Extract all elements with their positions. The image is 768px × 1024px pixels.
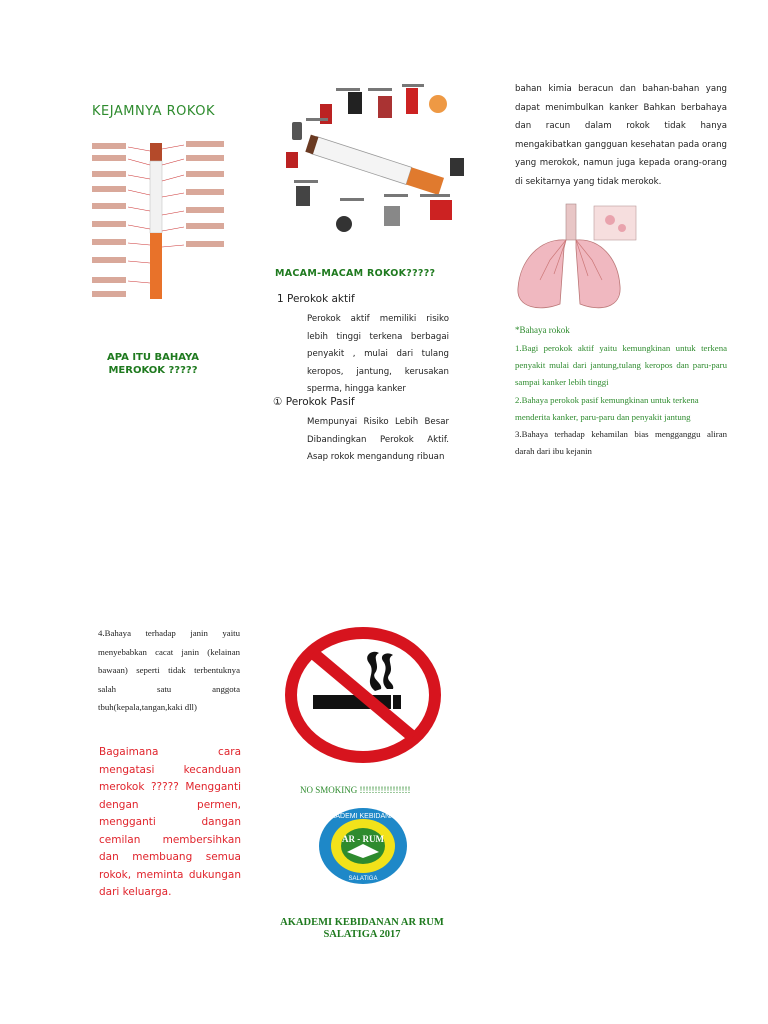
bahaya-item-1: 1.Bagi perokok aktif yaitu kemungkinan untuk terkena penyakit mulai dari jantung,tulang keropos dan paru-paru sampai kanker lebih tinggi [515,343,727,387]
cigarette-tip [150,143,162,161]
lungs-illustration [510,200,640,318]
list-item-perokok-aktif-body: Perokok aktif memiliki risiko lebih tinggi terkena berbagai penyakit , mulai dari tulang keropos, jantung, kerusakan sperma, hingga kanker [307,314,449,394]
paragraph-bahan-kimia: bahan kimia beracun dan bahan-bahan yang dapat menimbulkan kanker Bahkan berbahaya dan racun dalam rokok tidak hanya mengakibatkan gangguan kesehatan pada orang yang merokok, namun juga kepada orang-orang di sekitarnya yang tidak merokok. [515,84,727,187]
institution-name: AKADEMI KEBIDANAN AR RUM SALATIGA 2017 [280,917,444,940]
section-heading-macam-rokok: MACAM-MACAM ROKOK????? [275,268,436,279]
logo-top-text: AKADEMI KEBIDANAN [326,813,400,820]
logo-bottom-text: SALATIGA [348,876,378,882]
trachea [566,204,576,240]
bahaya-item-4: 4.Bahaya terhadap janin yaitu menyebabkan cacat janin (kelainan bawaan) seperti tidak terbentuknya salah satu anggota tbuh(kepala,tangan,kaki dll) [98,628,240,712]
no-smoking-label: NO SMOKING !!!!!!!!!!!!!!!!! [300,785,411,795]
no-smoking-sign [283,625,443,765]
cara-mengatasi-paragraph: Bagaimana cara mengatasi kecanduan merokok ????? Mengganti dengan permen, mengganti dangan cemilan membersihkan dan membuang semua rokok, meminta dukungan dari keluarga. [99,746,241,898]
bahaya-rokok-heading: *Bahaya rokok [515,325,570,335]
cigarette-paper [150,161,162,233]
list-item-perokok-pasif-body: Mempunyai Risiko Lebih Besar Dibandingkan Perokok Aktif. Asap rokok mengandung ribuan [307,417,449,462]
left-lung [518,240,566,308]
akbid-logo [317,806,409,886]
list-item-perokok-aktif-title: 1 Perokok aktif [277,293,355,305]
right-lung [576,240,620,308]
bahaya-item-2: 2.Bahaya perokok pasif kemungkinan untuk terkena menderita kanker, paru-paru dan penyakit jantung [515,395,699,422]
cigarette-filter [150,233,162,299]
section-heading-apa-itu: APA ITU BAHAYA MEROKOK ????? [106,352,200,376]
cigarette-filter [406,167,444,195]
cigarette-toxins-illustration [280,82,470,242]
lung-detail-inset [594,206,636,240]
logo-inner-text: AR - RUM [342,834,384,844]
cigarette-body [311,136,412,184]
bahaya-item-3: 3.Bahaya terhadap kehamilan bias mengganggu aliran darah dari ibu kejanin [515,429,727,456]
list-item-perokok-pasif-title: ① Perokok Pasif [273,396,355,408]
brochure-title: KEJAMNYA ROKOK [92,104,215,119]
cigarette-chemicals-diagram [88,135,228,305]
